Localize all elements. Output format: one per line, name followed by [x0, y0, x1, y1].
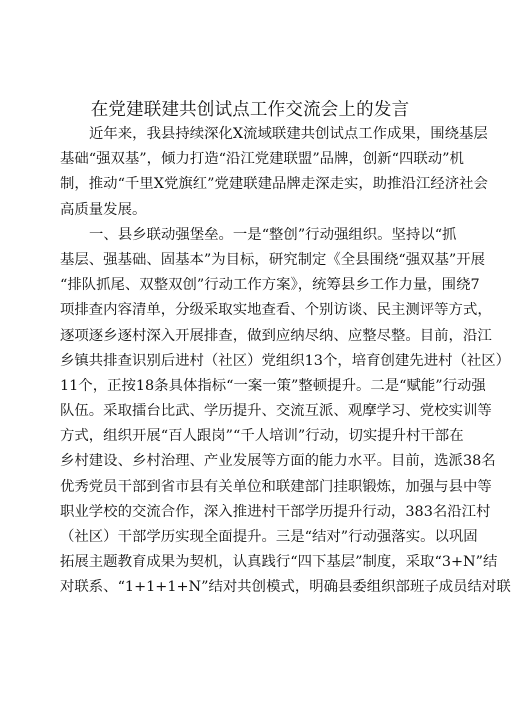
- paragraph-line: 乡村建设、乡村治理、产业发展等方面的能力水平。目前，选派38名: [60, 453, 496, 470]
- paragraph-line: 近年来，我县持续深化X流域联建共创试点工作成果，围绕基层: [89, 126, 488, 142]
- paragraph-line: 基础“强双基”，倾力打造“沿江党建联盟”品牌，创新“四联动”机: [60, 151, 464, 168]
- document-body: [60, 122, 511, 601]
- paragraph-line: 拓展主题教育成果为契机，认真践行“四下基层”制度，采取“3+N”结: [60, 554, 498, 571]
- paragraph-line: 队伍。采取擂台比武、学历提升、交流互派、观摩学习、党校实训等: [60, 403, 492, 420]
- paragraph-line: 项排查内容清单，分级采取实地查看、个别访谈、民主测评等方式，: [60, 302, 492, 319]
- paragraph-line: 基层、强基础、固基本”为目标，研究制定《全县围绕“强双基”开展: [60, 251, 486, 268]
- paragraph-line: 11个，正按18条具体指标“一案一策”整顿提升。二是“赋能”行动强: [60, 377, 486, 394]
- paragraph-line: 一、县乡联动强堡垒。一是“整创”行动强组织。坚持以“抓: [89, 226, 457, 243]
- paragraph-line: 逐项逐乡逐村深入开展排查，做到应纳尽纳、应整尽整。目前，沿江: [60, 327, 492, 344]
- paragraph-line: （社区）干部学历实现全面提升。三是“结对”行动强落实。以巩固: [60, 529, 478, 545]
- paragraph-line: 对联系、“1+1+1+N”结对共创模式，明确县委组织部班子成员结对联: [60, 579, 511, 596]
- paragraph-line: 乡镇共排查识别后进村（社区）党组织13个，培育创建先进村（社区）: [60, 352, 511, 369]
- paragraph-line: 方式，组织开展“百人跟岗”“千人培训”行动，切实提升村干部在: [60, 428, 464, 445]
- paragraph-line: 职业学校的交流合作，深入推进村干部学历提升行动，383名沿江村: [60, 503, 491, 520]
- paragraph-line: 优秀党员干部到省市县有关单位和联建部门挂职锻炼，加强与县中等: [60, 478, 492, 495]
- document-title: 在党建联建共创试点工作交流会上的发言: [90, 100, 410, 120]
- paragraph-line: 制，推动“千里X党旗红”党建联建品牌走深走实，助推沿江经济社会: [60, 176, 488, 193]
- paragraph-line: 高质量发展。: [60, 201, 147, 218]
- paragraph-line: “排队抓尾、双整双创”行动工作方案》，统筹县乡工作力量，围绕7: [60, 277, 480, 294]
